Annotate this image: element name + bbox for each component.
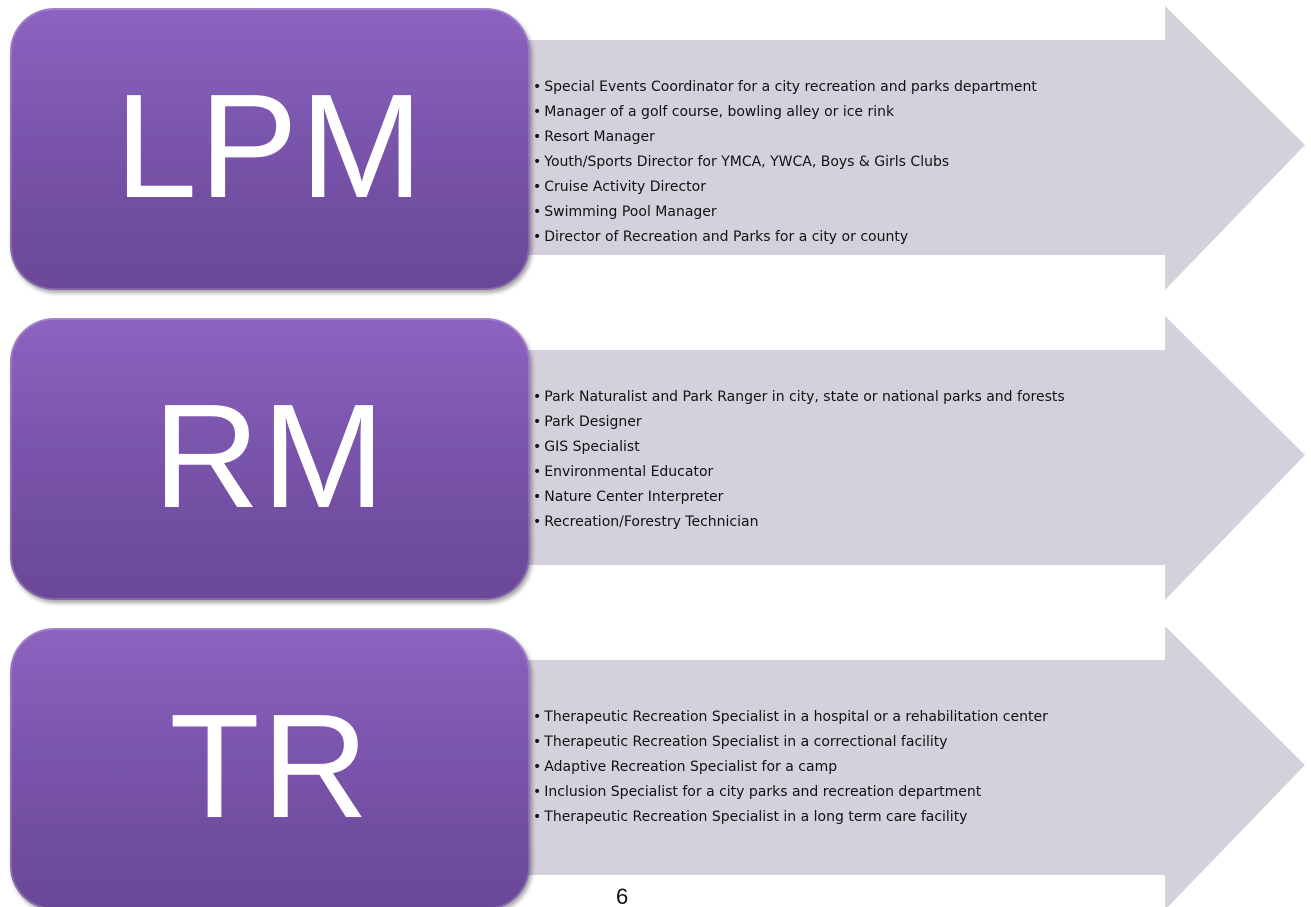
career-item: • GIS Specialist [533, 435, 1065, 460]
category-label-tr: TR [169, 684, 371, 849]
career-item: • Resort Manager [533, 125, 1037, 150]
career-item: • Nature Center Interpreter [533, 485, 1065, 510]
career-list-lpm [533, 75, 1037, 250]
career-item: • Therapeutic Recreation Specialist in a long term care facility [533, 805, 1048, 830]
category-box-lpm [10, 8, 530, 290]
career-item: • Swimming Pool Manager [533, 200, 1037, 225]
row-rm [0, 310, 1311, 610]
career-item: • Inclusion Specialist for a city parks and recreation department [533, 780, 1048, 805]
category-box-rm [10, 318, 530, 600]
career-item: • Manager of a golf course, bowling alley or ice rink [533, 100, 1037, 125]
career-item: • Recreation/Forestry Technician [533, 510, 1065, 535]
career-item: • Park Naturalist and Park Ranger in city, state or national parks and forests [533, 385, 1065, 410]
career-item: • Environmental Educator [533, 460, 1065, 485]
row-lpm [0, 0, 1311, 300]
career-item: • Special Events Coordinator for a city recreation and parks department [533, 75, 1037, 100]
career-item: • Therapeutic Recreation Specialist in a hospital or a rehabilitation center [533, 705, 1048, 730]
career-list-tr [533, 705, 1048, 830]
career-item: • Park Designer [533, 410, 1065, 435]
career-item: • Youth/Sports Director for YMCA, YWCA, Boys & Girls Clubs [533, 150, 1037, 175]
page-number: 6 [616, 884, 629, 907]
career-item: • Director of Recreation and Parks for a city or county [533, 225, 1037, 250]
career-item: • Adaptive Recreation Specialist for a camp [533, 755, 1048, 780]
category-label-lpm: LPM [114, 64, 426, 229]
row-tr [0, 620, 1311, 907]
category-box-tr [10, 628, 530, 907]
career-list-rm [533, 385, 1065, 535]
category-label-rm: RM [152, 374, 388, 539]
career-item: • Therapeutic Recreation Specialist in a correctional facility [533, 730, 1048, 755]
career-item: • Cruise Activity Director [533, 175, 1037, 200]
